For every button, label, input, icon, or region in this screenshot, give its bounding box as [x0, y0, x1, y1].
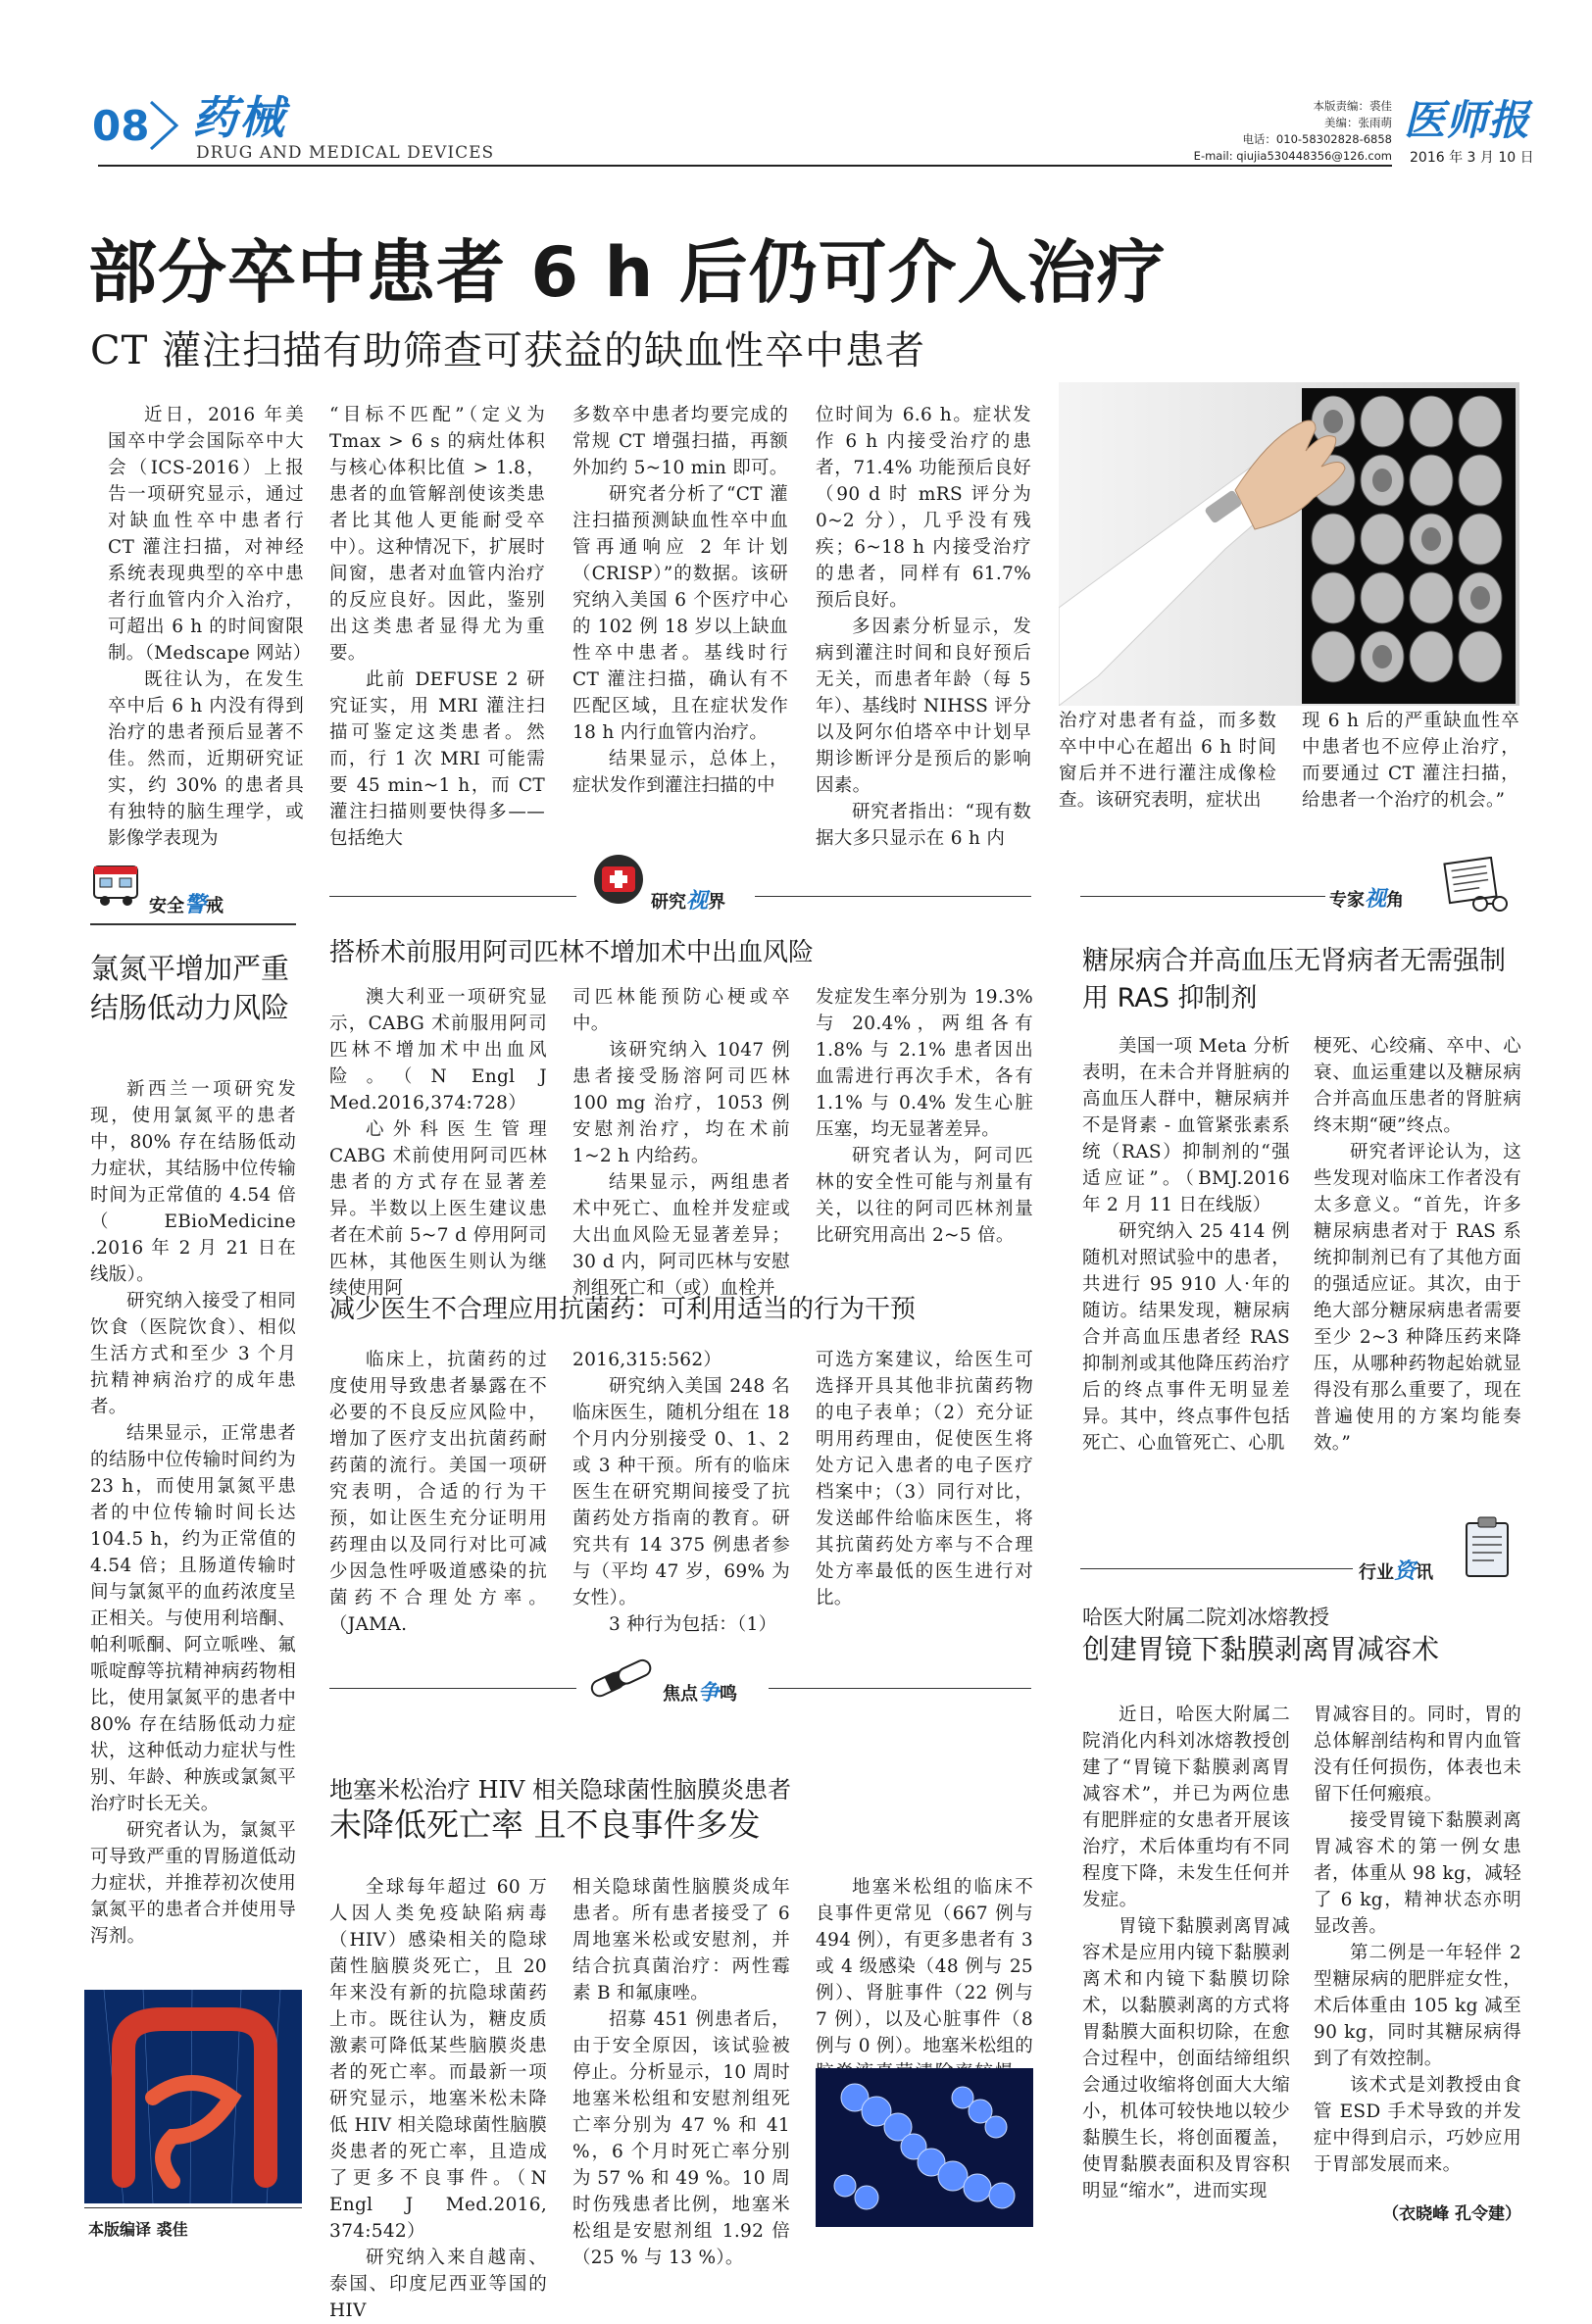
paragraph: 结果显示，总体上，症状发作到灌注扫描的中: [572, 749, 788, 796]
label-highlight: 视: [686, 889, 709, 914]
header-rule: [98, 165, 1392, 167]
paragraph: 3 种行为包括：（1）: [609, 1614, 777, 1635]
label-highlight: 争: [698, 1681, 721, 1706]
label-text: 行业: [1359, 1562, 1394, 1583]
label-highlight: 视: [1365, 887, 1387, 912]
paragraph: 新西兰一项研究发现，使用氯氮平的患者中，80% 存在结肠低动力症状，其结肠中位传输时间为正常值的 4.54 倍（EBioMedicine .2016 年 2 月 21 日在线版）。: [90, 1079, 296, 1285]
paragraph: 发症发生率分别为 19.3% 与 20.4%，两组各有 1.8% 与 2.1% 患者因出血需进行再次手术，各有 1.1% 与 0.4% 发生心脏压塞，均无显著差异。: [816, 987, 1033, 1140]
paragraph: 研究者指出：“现有数据大多只显示在 6 h 内: [816, 802, 1031, 849]
expert-title: 糖尿病合并高血压无肾病者无需强制用 RAS 抑制剂: [1082, 946, 1506, 1014]
paragraph: 司匹林能预防心梗或卒中。: [572, 987, 790, 1034]
paragraph: 治疗对患者有益，而多数卒中中心在超出 6 h 时间窗后并不进行灌注成像检查。该研究表明，症状出: [1059, 711, 1276, 811]
section-rule: [769, 1688, 1031, 1689]
paragraph: 澳大利亚一项研究显示，CABG 术前服用阿司匹林不增加术中出血风险。（N Engl J Med.2016,374:728）: [329, 987, 547, 1113]
lead-column-4: [816, 402, 1031, 852]
paragraph: 该研究纳入 1047 例患者接受肠溶阿司匹林 100 mg 治疗，1053 例安慰剂治疗，均在术前 1~2 h 内给药。: [572, 1040, 790, 1166]
section-rule: [1080, 1568, 1353, 1569]
brain-scan-photo: [1059, 382, 1519, 706]
page-number: 08: [92, 102, 150, 150]
section-subtitle: DRUG AND MEDICAL DEVICES: [196, 143, 495, 163]
research-a1-column-2: [572, 984, 790, 1302]
colon-illustration: [84, 1990, 302, 2203]
paragraph: 地塞米松组的临床不良事件更常见（667 例与 494 例），有更多患者有 3 或 4 级感染（48 例与 25 例）、肾脏事件（22 例与 7 例），以及心脏事件（8 例与 0 例）。地塞米松组的: [816, 1877, 1033, 2056]
paragraph: “目标不匹配”（定义为 Tmax > 6 s 的病灶体积与核心体积比值 > 1.8，患者的血管解剖使该类患者比其他人更能耐受卒中）。这种情况下，扩展时间窗，患者对血管内治疗的反应良好。因此，鉴别出这类患者显得尤为重要。: [329, 405, 545, 664]
chevron-right-icon: [145, 98, 182, 153]
paragraph: 位时间为 6.6 h。症状发作 6 h 内接受治疗的患者，71.4% 功能预后良好（90 d 时 mRS 评分为 0~2 分），几乎没有残疾；6~18 h 内接受治疗的患者，同样有 61.7% 预后良好。: [816, 405, 1031, 611]
email-line: E-mail: qiujia530448356@126.com: [1193, 149, 1392, 163]
section-rule: [329, 896, 576, 897]
paragraph: 研究者认为，阿司匹林的安全性可能与剂量有关，以往的阿司匹林剂量比研究用高出 2~5 倍。: [816, 1146, 1033, 1246]
paragraph: 研究纳入来自越南、泰国、印度尼西亚等国的 HIV: [329, 2248, 547, 2321]
research-a2-column-2: [572, 1347, 790, 1638]
section-title: 药械: [192, 91, 286, 144]
lead-column-2: [329, 402, 545, 852]
newspaper-glasses-icon: [1441, 857, 1514, 914]
phone-line: 电话：010-58302828-6858: [1242, 132, 1392, 146]
focus-title: 未降低死亡率 且不良事件多发: [329, 1805, 761, 1844]
research-a1-column-3: [816, 984, 1033, 1249]
paragraph: 第二例是一年轻伴 2 型糖尿病的肥胖症女性，术后体重由 105 kg 减至 90 kg，同时其糖尿病得到了有效控制。: [1314, 1943, 1521, 2069]
focus-column-2: [572, 1874, 790, 2271]
pills-icon: [584, 1655, 659, 1704]
paragraph: 结果显示，正常患者的结肠中位传输时间约为 23 h，而使用氯氮平患者的中位传输时间长达 104.5 h，约为正常值的 4.54 倍；且肠道传输时间与氯氮平的血药浓度呈正相关。与使用利培酮、帕利哌酮、阿立哌唑、氟哌啶醇等抗精神病药物相比，使用氯氮平的患者中 80% 存在结肠低动力症状，这种低动力症状与性别、年龄、种族或氯氮平治疗时长无关。: [90, 1423, 296, 1814]
newspaper-logo: 医师报: [1404, 96, 1531, 144]
fungus-illustration: [816, 2068, 1033, 2227]
expert-column-2: [1314, 1033, 1521, 1457]
paragraph: 胃减容目的。同时，胃的总体解剖结构和胃内血管没有任何损伤，体表也未留下任何瘢痕。: [1314, 1705, 1521, 1805]
industry-title: 创建胃镜下黏膜剥离胃减容术: [1082, 1633, 1440, 1665]
industry-credit: （衣晓峰 孔令建）: [1382, 2204, 1521, 2224]
industry-column-1: [1082, 1702, 1290, 2204]
industry-kicker: 哈医大附属二院刘冰熔教授: [1082, 1606, 1329, 1629]
paragraph: 可选方案建议，给医生可选择开具其他非抗菌药物的电子表单；（2）充分证明用药理由，促使医生将处方记入患者的电子医疗档案中；（3）同行对比，发送邮件给临床医生，将其抗菌药处方率与不合理处方率最低的医生进行对比。: [816, 1350, 1033, 1608]
lead-headline: 部分卒中患者 6 h 后仍可介入治疗: [88, 232, 1167, 313]
expert-column-1: [1082, 1033, 1290, 1457]
section-rule: [90, 923, 296, 925]
issue-date: 2016 年 3 月 10 日: [1410, 150, 1534, 166]
paragraph: 美国一项 Meta 分析表明，在未合并肾脏病的高血压人群中，糖尿病并不是肾素 - 血管紧张素系统（RAS）抑制剂的“强适应证”。（BMJ.2016 年 2 月 11 日在线版）: [1082, 1036, 1290, 1215]
label-text: 专家: [1329, 890, 1365, 911]
paragraph: 此前 DEFUSE 2 研究证实，用 MRI 灌注扫描可鉴定这类患者。然而，行 1 次 MRI 可能需要 45 min~1 h，而 CT 灌注扫描则要快得多——包括绝大: [329, 669, 545, 849]
paragraph: 相关隐球菌性脑膜炎成年患者。所有患者接受了 6 周地塞米松或安慰剂，并结合抗真菌治疗：两性霉素 B 和氟康唑。: [572, 1877, 790, 2003]
paragraph: 近日，哈医大附属二院消化内科刘冰熔教授创建了“胃镜下黏膜剥离胃减容术”，并已为两位患有肥胖症的女患者开展该治疗，术后体重均有不同程度下降，未发生任何并发症。: [1082, 1705, 1290, 1910]
section-rule: [1080, 896, 1325, 897]
lead-column-1: [108, 402, 312, 852]
safety-title: 氯氮平增加严重结肠低动力风险: [90, 952, 290, 1024]
editor-line: 本版责编：裘佳: [1313, 99, 1392, 113]
safety-body: [90, 1076, 296, 1950]
lead-column-3: [572, 402, 788, 799]
label-text: 讯: [1416, 1562, 1434, 1583]
paragraph: 研究者评论认为，这些发现对临床工作者没有太多意义。“首先，许多糖尿病患者对于 RAS 系统抑制剂已有了其他方面的强适应证。其次，由于绝大部分糖尿病患者需要至少 2~3 种降压药来降压，从哪种药物起始就显得没有那么重要了，现在普遍使用的方案均能奏效。”: [1314, 1142, 1521, 1454]
paragraph: 胃镜下黏膜剥离胃减容术是应用内镜下黏膜剥离术和内镜下黏膜切除术，以黏膜剥离的方式将胃黏膜大面积切除，在愈合过程中，创面结缔组织会通过收缩将创面大大缩小，机体可较快地以较少黏膜生长，将创面覆盖，使胃黏膜表面积及胃容积明显“缩水”，进而实现: [1082, 1916, 1290, 2201]
label-text: 戒: [206, 896, 224, 916]
research-a2-column-3: [816, 1347, 1033, 1611]
label-highlight: 警: [184, 893, 207, 917]
research-label: [651, 884, 725, 915]
label-text: 焦点: [663, 1684, 698, 1705]
paragraph: 临床上，抗菌药的过度使用导致患者暴露在不必要的不良反应风险中，增加了医疗支出抗菌药耐药菌的流行。美国一项研究表明，合适的行为干预，如让医生充分证明用药理由以及同行对比可减少因急性呼吸道感染的抗菌药不合理处方率。（JAMA.: [329, 1350, 547, 1635]
paragraph: 研究纳入美国 248 名临床医生，随机分组在 18 个月内分别接受 0、1、2 或 3 种干预。所有的临床医生在研究期间接受了抗菌药处方指南的教育。研究共有 14 375 例患者参与（平均 47 岁，69% 为女性）。: [572, 1376, 790, 1608]
paragraph: 现 6 h 后的严重缺血性卒中患者也不应停止治疗，而要通过 CT 灌注扫描，给患者一个治疗的机会。”: [1302, 711, 1519, 811]
paragraph: 全球每年超过 60 万人因人类免疫缺陷病毒（HIV）感染相关的隐球菌性脑膜炎死亡，且 20 年来没有新的抗隐球菌药上市。既往认为，糖皮质激素可降低某些脑膜炎患者的死亡率。而最新一项研究显示，地塞米松未降低 HIV 相关隐球菌性脑膜炎患者的死亡率，且造成了更多不良事件。（N Engl J Med.2016, 374:542）: [329, 1877, 547, 2242]
paragraph: 该术式是刘教授由食管 ESD 手术导致的并发症中得到启示，巧妙应用于胃部发展而来。: [1314, 2075, 1521, 2175]
industry-label: [1359, 1555, 1433, 1585]
label-text: 角: [1386, 890, 1405, 911]
paragraph: 研究纳入 25 414 例随机对照试验中的患者，共进行 95 910 人·年的随访。结果发现，糖尿病合并高血压患者经 RAS 抑制剂或其他降压药治疗后的终点事件无明显差异。其中，终点事件包括死亡、心血管死亡、心肌: [1082, 1221, 1290, 1454]
safety-credit: 本版编译 裘佳: [88, 2220, 188, 2239]
expert-label: [1329, 882, 1404, 913]
focus-kicker: 地塞米松治疗 HIV 相关隐球菌性脑膜炎患者: [329, 1776, 791, 1804]
paragraph: 既往认为，在发生卒中后 6 h 内没有得到治疗的患者预后显著不佳。然而，近期研究证实，约 30% 的患者具有独特的脑生理学，或影像学表现为: [108, 669, 304, 849]
paragraph: 研究纳入接受了相同饮食（医院饮食）、相似生活方式和至少 3 个月抗精神病治疗的成年患者。: [90, 1291, 296, 1417]
paragraph: 招募 451 例患者后，由于安全原因，该试验被停止。分析显示，10 周时地塞米松组和安慰剂组死亡率分别为 47 % 和 41 %，6 个月时死亡率分别为 57 % 和 49 %。10 周时伤残患者比例，地塞米松组是安慰剂组 1.92 倍（25 % 与 13 %）。: [572, 2009, 790, 2268]
safety-label: [149, 888, 224, 918]
paragraph: 多数卒中患者均要完成的常规 CT 增强扫描，再额外加约 5~10 min 即可。: [572, 405, 788, 478]
label-text: 界: [708, 892, 726, 913]
lead-column-6: [1302, 708, 1519, 814]
focus-label: [663, 1676, 737, 1706]
lead-column-5: [1059, 708, 1276, 814]
research-title-1: 搭桥术前服用阿司匹林不增加术中出血风险: [329, 938, 815, 967]
paragraph: 近日，2016 年美国卒中学会国际卒中大会（ICS-2016）上报告一项研究显示，通过对缺血性卒中患者行 CT 灌注扫描，对神经系统表现典型的卒中患者行血管内介入治疗，可超出 6 h 的时间窗限制。（Medscape 网站）: [108, 405, 312, 664]
paragraph: 梗死、心绞痛、卒中、心衰、血运重建以及糖尿病合并高血压患者的肾脏病终末期“硬”终点。: [1314, 1036, 1521, 1136]
section-rule: [329, 1688, 576, 1689]
paragraph: 心外科医生管理 CABG 术前使用阿司匹林患者的方式存在显著差异。半数以上医生建议患者在术前 5~7 d 停用阿司匹林，其他医生则认为继续使用阿: [329, 1119, 547, 1299]
paragraph: 结果显示，两组患者术中死亡、血栓并发症或大出血风险无显著差异；30 d 内，阿司匹林与安慰剂组死亡和（或）血栓并: [572, 1172, 790, 1299]
research-title-2: 减少医生不合理应用抗菌药：可利用适当的行为干预: [329, 1295, 917, 1324]
focus-column-1: [329, 1874, 547, 2324]
masthead-info: [1127, 98, 1392, 165]
label-text: 研究: [651, 892, 686, 913]
label-text: 鸣: [720, 1684, 738, 1705]
research-a1-column-1: [329, 984, 547, 1302]
paragraph: 研究者认为，氯氮平可导致严重的胃肠道低动力症状，并推荐初次使用氯氮平的患者合并使用导泻剂。: [90, 1820, 296, 1947]
credit-rule: [84, 2207, 302, 2208]
paragraph: 接受胃镜下黏膜剥离胃减容术的第一例女患者，体重从 98 kg，减轻了 6 kg，精神状态亦明显改善。: [1314, 1810, 1521, 1937]
research-a2-column-1: [329, 1347, 547, 1638]
label-text: 安全: [149, 896, 184, 916]
art-line: 美编：张雨萌: [1324, 116, 1392, 129]
paragraph: 研究者分析了“CT 灌注扫描预测缺血性卒中血管再通响应 2 年计划（CRISP）”的数据。该研究纳入美国 6 个医疗中心的 102 例 18 岁以上缺血性卒中患者。基线时行 CT 灌注扫描，确认有不匹配区域，且在症状发作 18 h 内行血管内治疗。: [572, 484, 788, 743]
paragraph: 2016,315:562）: [572, 1350, 722, 1370]
clipboard-icon: [1461, 1515, 1514, 1580]
label-highlight: 资: [1394, 1559, 1417, 1584]
paragraph: 多因素分析显示，发病到灌注时间和良好预后无关，而患者年龄（每 5 年）、基线时 NIHSS 评分以及阿尔伯塔卒中计划早期诊断评分是预后的影响因素。: [816, 617, 1031, 796]
industry-column-2: [1314, 1702, 1521, 2178]
lead-subtitle: CT 灌注扫描有助筛查可获益的缺血性卒中患者: [90, 328, 925, 373]
section-rule: [755, 896, 1031, 897]
ambulance-icon: [90, 861, 145, 910]
first-aid-icon: [592, 853, 645, 906]
